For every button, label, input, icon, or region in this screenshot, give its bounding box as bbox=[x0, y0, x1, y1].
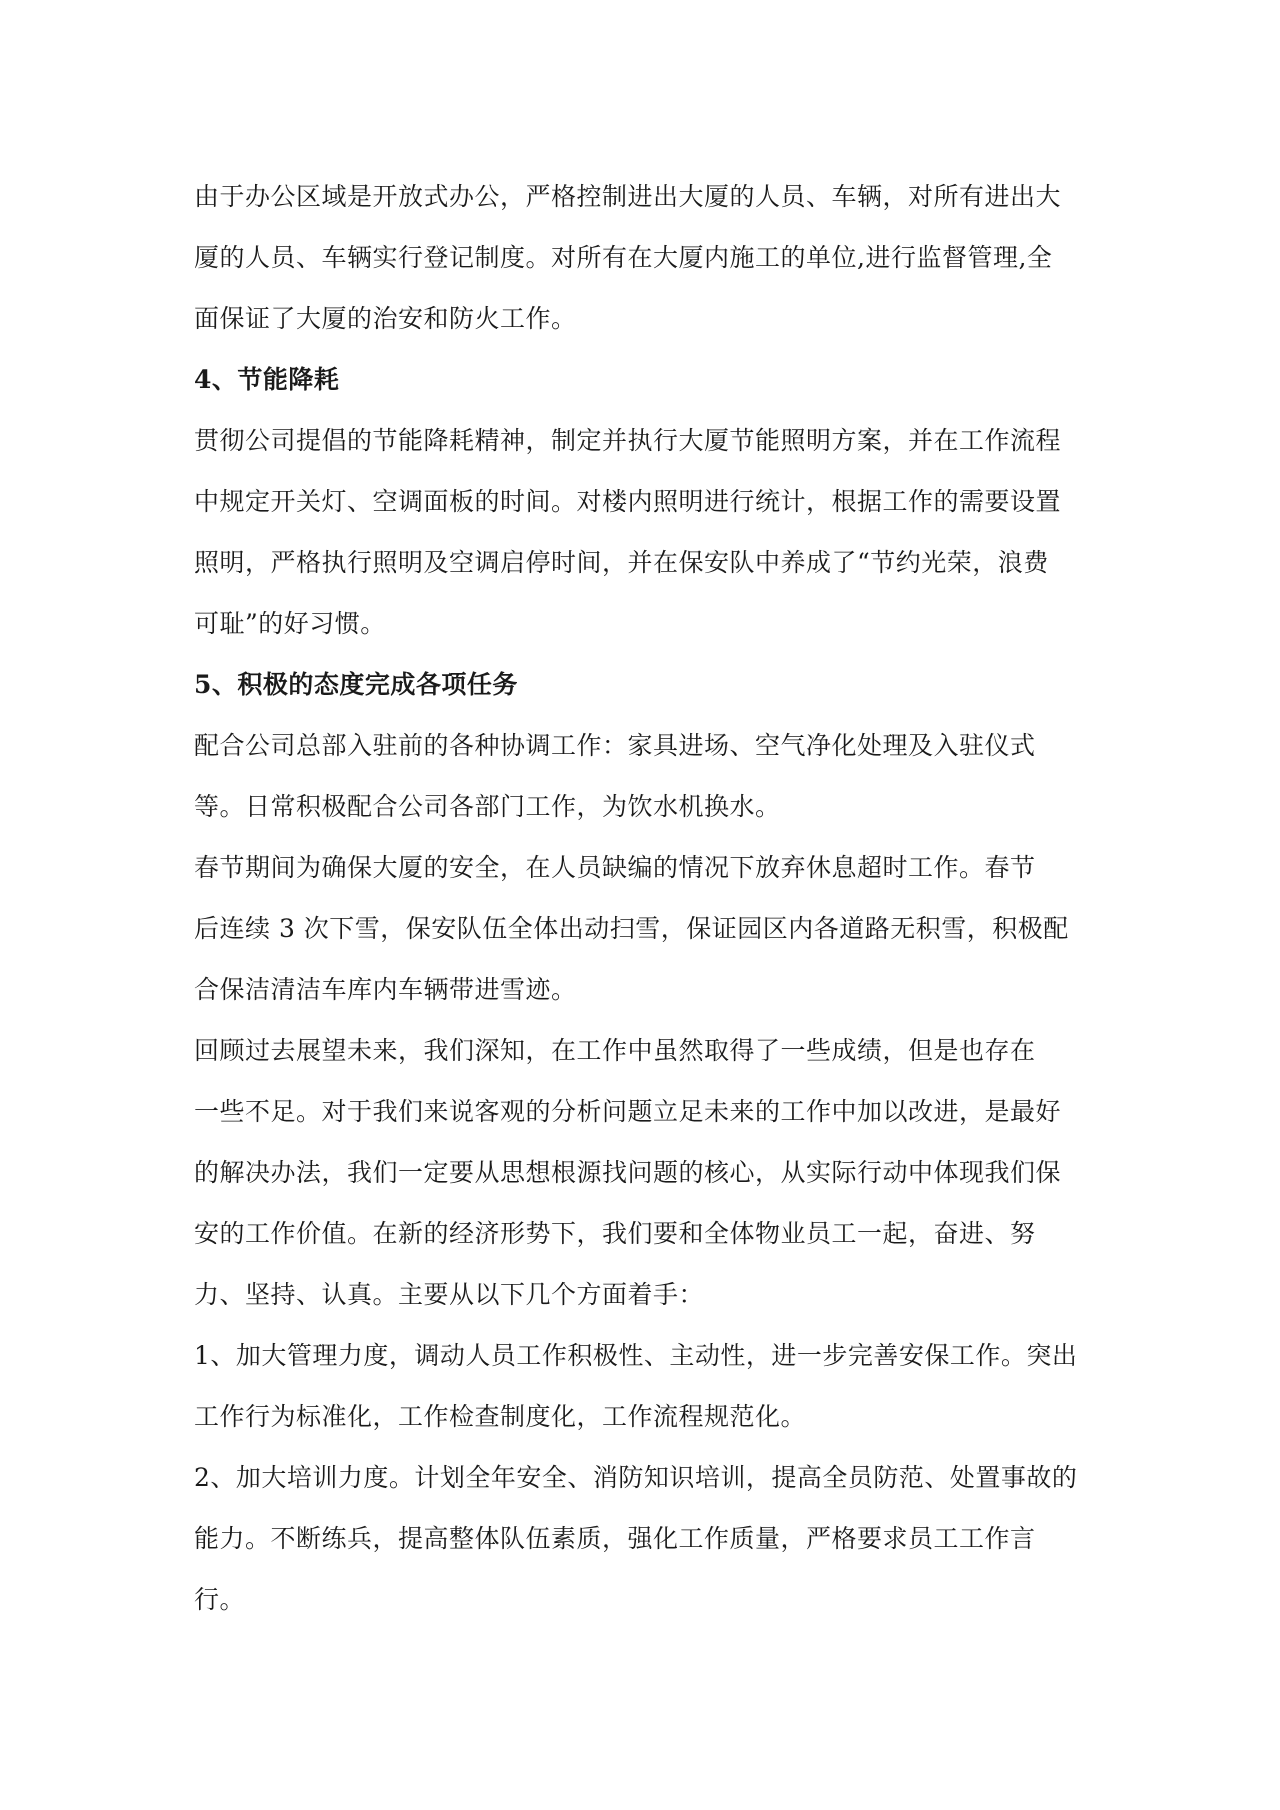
list-item-line: 能力。不断练兵，提高整体队伍素质，强化工作质量，严格要求员工工作言 bbox=[194, 1524, 1036, 1553]
paragraph-line: 中规定开关灯、空调面板的时间。对楼内照明进行统计，根据工作的需要设置 bbox=[194, 487, 1062, 516]
paragraph-line: 由于办公区域是开放式办公，严格控制进出大厦的人员、车辆，对所有进出大 bbox=[194, 182, 1062, 211]
section-heading-tasks: 5、积极的态度完成各项任务 bbox=[194, 670, 518, 699]
paragraph-line: 安的工作价值。在新的经济形势下，我们要和全体物业员工一起，奋进、努 bbox=[194, 1219, 1036, 1248]
list-item-line: 工作行为标准化，工作检查制度化，工作流程规范化。 bbox=[194, 1402, 807, 1431]
paragraph-line: 等。日常积极配合公司各部门工作，为饮水机换水。 bbox=[194, 792, 781, 821]
list-item-line: 2、加大培训力度。计划全年安全、消防知识培训，提高全员防范、处置事故的 bbox=[194, 1463, 1078, 1492]
paragraph-line: 照明，严格执行照明及空调启停时间，并在保安队中养成了“节约光荣，浪费 bbox=[194, 548, 1049, 577]
list-item-line: 1、加大管理力度，调动人员工作积极性、主动性，进一步完善安保工作。突出 bbox=[194, 1341, 1078, 1370]
paragraph-line: 回顾过去展望未来，我们深知，在工作中虽然取得了一些成绩，但是也存在 bbox=[194, 1036, 1036, 1065]
section-heading-energy-saving: 4、节能降耗 bbox=[194, 365, 340, 394]
paragraph-line: 春节期间为确保大厦的安全，在人员缺编的情况下放弃休息超时工作。春节 bbox=[194, 853, 1036, 882]
paragraph-line: 力、坚持、认真。主要从以下几个方面着手： bbox=[194, 1280, 705, 1309]
paragraph-line: 贯彻公司提倡的节能降耗精神，制定并执行大厦节能照明方案，并在工作流程 bbox=[194, 426, 1062, 455]
paragraph-line: 配合公司总部入驻前的各种协调工作：家具进场、空气净化处理及入驻仪式 bbox=[194, 731, 1036, 760]
paragraph-line: 可耻”的好习惯。 bbox=[194, 609, 386, 638]
paragraph-line: 后连续 3 次下雪，保安队伍全体出动扫雪，保证园区内各道路无积雪，积极配 bbox=[194, 914, 1069, 943]
paragraph-line: 厦的人员、车辆实行登记制度。对所有在大厦内施工的单位,进行监督管理,全 bbox=[194, 243, 1053, 272]
paragraph-line: 一些不足。对于我们来说客观的分析问题立足未来的工作中加以改进，是最好 bbox=[194, 1097, 1062, 1126]
paragraph-line: 的解决办法，我们一定要从思想根源找问题的核心，从实际行动中体现我们保 bbox=[194, 1158, 1062, 1187]
paragraph-line: 面保证了大厦的治安和防火工作。 bbox=[194, 304, 577, 333]
paragraph-line: 合保洁清洁车库内车辆带进雪迹。 bbox=[194, 975, 577, 1004]
document-body bbox=[194, 166, 1094, 1630]
list-item-line: 行。 bbox=[194, 1585, 246, 1614]
